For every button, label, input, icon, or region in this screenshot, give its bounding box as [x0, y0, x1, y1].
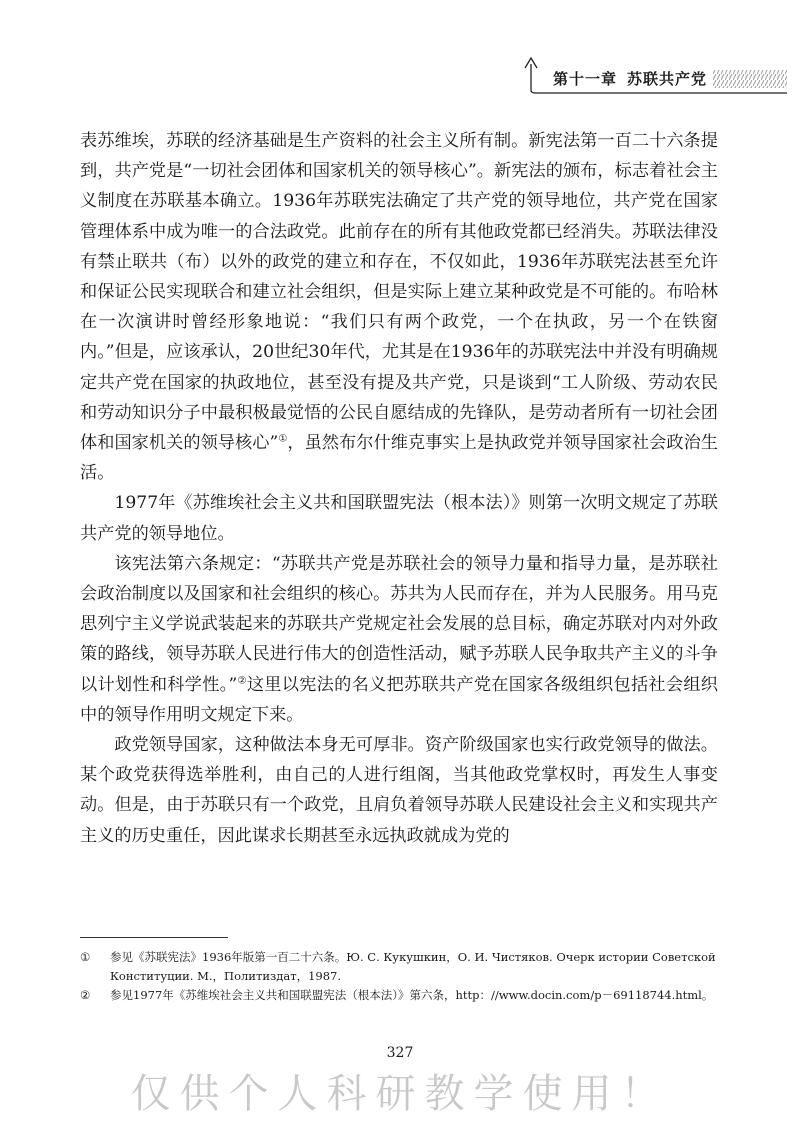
- running-header: [505, 50, 787, 94]
- chapter-label: 第十一章: [553, 70, 618, 88]
- paragraph-text-continued: ，虽然布尔什维克事实上是执政党并领导国家社会政治生活。: [80, 433, 718, 484]
- paragraph-text: 该宪法第六条规定：“苏联共产党是苏联社会的领导力量和指导力量，是苏联社会政治制度以及国家和社会组织的核心。苏共为人民而存在，并为人民服务。用马克思列宁主义学说武装起来的苏联共产党规定社会发展的总目标，确定苏联对内对外政策的路线，领导苏联人民进行伟大的创造性活动，赋予苏联人民争取共产主义的斗争以计划性和科学性。”: [80, 553, 718, 695]
- footnote-ref-2[interactable]: ②: [237, 674, 247, 686]
- body-text: [80, 126, 718, 851]
- paragraph-3: [80, 549, 718, 730]
- paragraph-text: 1977年《苏维埃社会主义共和国联盟宪法（根本法）》则第一次明文规定了苏联共产党的领导地位。: [80, 493, 718, 544]
- paragraph-text: 政党领导国家，这种做法本身无可厚非。资产阶级国家也实行政党领导的做法。某个政党获得选举胜利，由自己的人进行组阁，当其他政党掌权时，再发生人事变动。但是，由于苏联只有一个政党，且肩负着领导苏联人民建设社会主义和实现共产主义的历史重任，因此谋求长期甚至永远执政就成为党的: [80, 735, 718, 846]
- footnote-ref-1[interactable]: ①: [278, 433, 288, 445]
- footnote-text: 参见1977年《苏维埃社会主义共和国联盟宪法（根本法）》第六条，http：//www.docin.com/p－69118744.html。: [110, 988, 714, 1002]
- footnote-mark: ②: [80, 988, 91, 1002]
- paragraph-text: 表苏维埃，苏联的经济基础是生产资料的社会主义所有制。新宪法第一百二十六条提到，共产党是“一切社会团体和国家机关的领导核心”。新宪法的颁布，标志着社会主义制度在苏联基本确立。1936年苏联宪法确定了共产党的领导地位，共产党在国家管理体系中成为唯一的合法政党。此前存在的所有其他政党都已经消失。苏联法律没有禁止联共（布）以外的政党的建立和存在，不仅如此，1936年苏联宪法甚至允许和保证公民实现联合和建立社会组织，但是实际上建立某种政党是不可能的。布哈林在一次演讲时曾经形象地说：“我们只有两个政党，一个在执政，另一个在铁窗内。”但是，应该承认，20世纪30年代，尤其是在1936年的苏联宪法中并没有明确规定共产党在国家的执政地位，甚至没有提及共产党，只是谈到“工人阶级、劳动农民和劳动知识分子中最积极最觉悟的公民自愿结成的先锋队，是劳动者所有一切社会团体和国家机关的领导核心”: [80, 131, 718, 454]
- chapter-title: 苏联共产党: [627, 70, 708, 88]
- chapter-heading: [553, 68, 713, 89]
- paragraph-2: [80, 488, 718, 548]
- footnote-2: [80, 986, 720, 1005]
- footnotes: [80, 948, 720, 1005]
- footnote-mark: ①: [80, 950, 91, 964]
- watermark: 仅供个人科研教学使用！: [130, 1071, 670, 1117]
- paragraph-4: [80, 730, 718, 851]
- footnote-text: 参见《苏联宪法》1936年版第一百二十六条。Ю. С. Кукушкин，О. И. Чистяков. Очерк истории Советской Конституции. М.，Политиздат，1987.: [110, 950, 716, 983]
- footnote-divider: [80, 937, 228, 938]
- paragraph-1: [80, 126, 718, 488]
- page-number: 327: [386, 1045, 414, 1061]
- footnote-1: [80, 948, 720, 986]
- paragraph-text-continued: 这里以宪法的名义把苏联共产党在国家各级组织包括社会组织中的领导作用明文规定下来。: [80, 674, 718, 725]
